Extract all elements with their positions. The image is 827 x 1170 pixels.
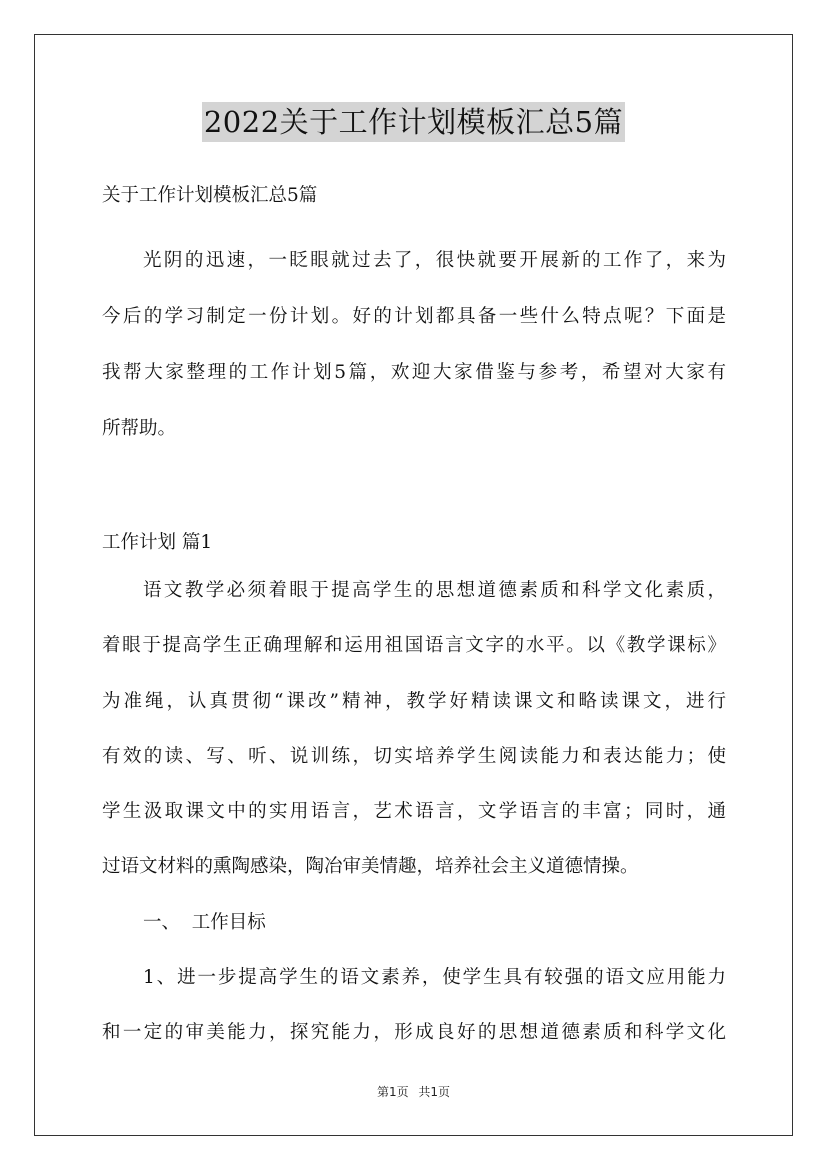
section-paragraph bbox=[102, 563, 726, 1061]
intro-line: 所帮助。 bbox=[102, 418, 177, 439]
section-line: 语文教学必须着眼于提高学生的思想道德素质和科学文化素质， bbox=[143, 580, 726, 601]
section-line: 着眼于提高学生正确理解和运用祖国语言文字的水平。以《教学课标》 bbox=[102, 635, 726, 657]
goal-line: 和一定的审美能力，探究能力，形成良好的思想道德素质和科学文化 bbox=[102, 1022, 726, 1044]
intro-line: 今后的学习制定一份计划。好的计划都具备一些什么特点呢？下面是 bbox=[102, 306, 726, 327]
title-area bbox=[0, 102, 827, 142]
goal-heading: 一、 工作目标 bbox=[143, 911, 266, 933]
section-line: 为准绳，认真贯彻“课改”精神，教学好精读课文和略读课文，进行 bbox=[102, 690, 726, 712]
section-line: 过语文材料的熏陶感染，陶冶审美情趣，培养社会主义道德情操。 bbox=[102, 856, 639, 878]
goal-line: 1、进一步提高学生的语文素养，使学生具有较强的语文应用能力 bbox=[143, 967, 726, 989]
document-body bbox=[102, 176, 726, 1061]
section-line: 有效的读、写、听、说训练，切实培养学生阅读能力和表达能力；使 bbox=[102, 745, 726, 767]
section-line: 学生汲取课文中的实用语言，艺术语言，文学语言的丰富；同时，通 bbox=[102, 801, 726, 823]
document-subtitle: 关于工作计划模板汇总5篇 bbox=[102, 185, 318, 206]
section-heading: 工作计划 篇1 bbox=[102, 532, 213, 553]
page-number-total: 共1页 bbox=[418, 1085, 451, 1099]
intro-line: 我帮大家整理的工作计划5篇，欢迎大家借鉴与参考，希望对大家有 bbox=[102, 362, 726, 383]
intro-paragraph bbox=[102, 233, 726, 457]
page-footer bbox=[0, 1083, 827, 1100]
intro-line: 光阴的迅速，一眨眼就过去了，很快就要开展新的工作了，来为 bbox=[143, 250, 726, 271]
document-title: 2022关于工作计划模板汇总5篇 bbox=[202, 102, 625, 142]
page-number-current: 第1页 bbox=[376, 1085, 409, 1099]
